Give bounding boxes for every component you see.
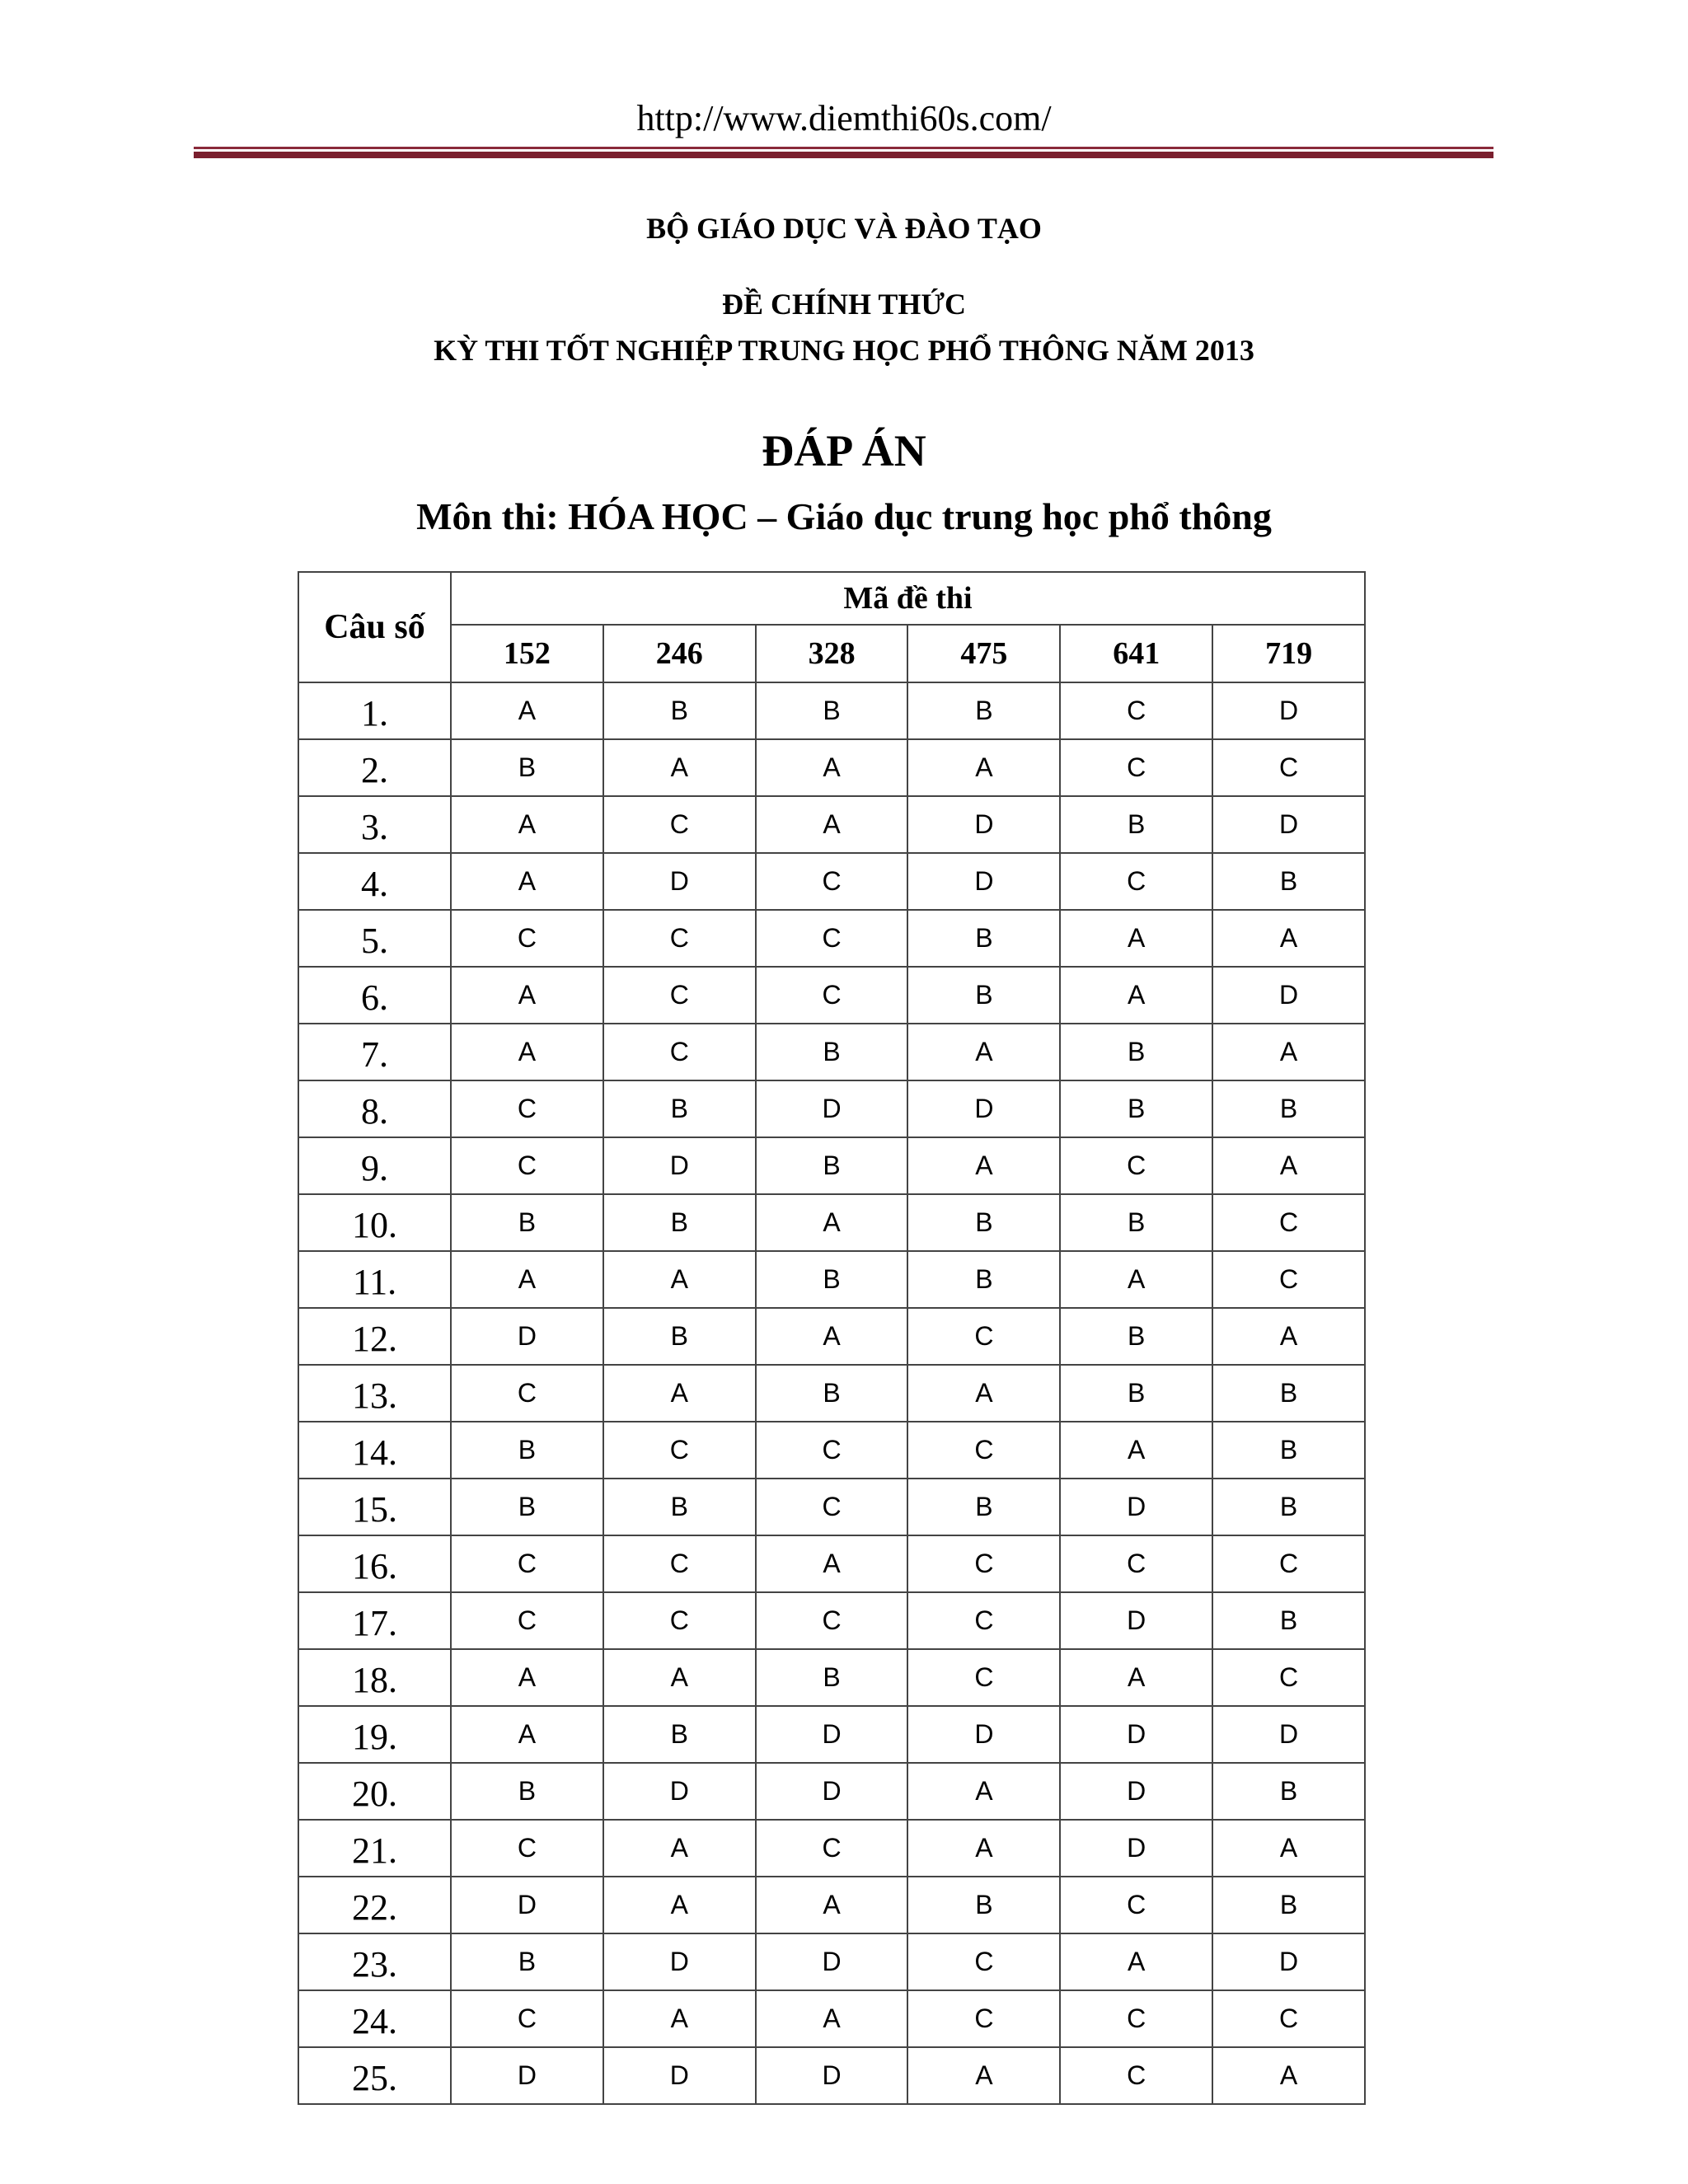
answer-cell: A	[603, 1365, 756, 1422]
table-row	[298, 796, 1365, 853]
answer-table	[298, 571, 1366, 2105]
answer-cell: A	[603, 1251, 756, 1308]
answer-cell: D	[603, 1933, 756, 1990]
answer-cell: C	[603, 1592, 756, 1649]
answer-cell: A	[756, 1194, 908, 1251]
answer-cell: A	[907, 1024, 1060, 1080]
answer-cell: B	[1060, 1365, 1212, 1422]
answer-cell: C	[907, 1933, 1060, 1990]
answer-cell: B	[1212, 853, 1365, 910]
answer-cell: D	[756, 1706, 908, 1763]
answer-cell: D	[756, 1080, 908, 1137]
table-row	[298, 1933, 1365, 1990]
answer-cell: B	[451, 1763, 603, 1820]
answer-cell: A	[1212, 1024, 1365, 1080]
question-number: 6.	[298, 967, 451, 1024]
exam-code-0: 152	[451, 625, 603, 682]
answer-cell: D	[1212, 967, 1365, 1024]
answer-cell: C	[907, 1535, 1060, 1592]
question-number: 1.	[298, 682, 451, 739]
answer-cell: C	[1060, 1535, 1212, 1592]
answer-cell: B	[756, 1024, 908, 1080]
table-row	[298, 1535, 1365, 1592]
exam-code-2: 328	[756, 625, 908, 682]
answer-cell: D	[907, 796, 1060, 853]
answer-cell: C	[1212, 1251, 1365, 1308]
table-row	[298, 1706, 1365, 1763]
question-number: 21.	[298, 1820, 451, 1877]
answer-cell: C	[603, 1024, 756, 1080]
question-number: 24.	[298, 1990, 451, 2047]
table-row	[298, 1592, 1365, 1649]
answer-cell: B	[451, 1933, 603, 1990]
answer-cell: B	[756, 1649, 908, 1706]
answer-cell: C	[907, 1649, 1060, 1706]
question-number: 15.	[298, 1479, 451, 1535]
answer-cell: B	[451, 1194, 603, 1251]
answer-cell: D	[451, 1877, 603, 1933]
table-row	[298, 967, 1365, 1024]
answer-cell: B	[603, 1308, 756, 1365]
answer-cell: C	[1060, 1990, 1212, 2047]
question-number: 11.	[298, 1251, 451, 1308]
answer-cell: A	[907, 739, 1060, 796]
exam-title: KỲ THI TỐT NGHIỆP TRUNG HỌC PHỔ THÔNG NĂM 2013	[434, 334, 1254, 367]
answer-cell: A	[451, 1649, 603, 1706]
answer-cell: C	[1060, 2047, 1212, 2104]
question-number: 23.	[298, 1933, 451, 1990]
answer-cell: A	[756, 739, 908, 796]
question-number: 19.	[298, 1706, 451, 1763]
question-number: 25.	[298, 2047, 451, 2104]
answer-cell: C	[603, 1422, 756, 1479]
answer-cell: D	[1212, 796, 1365, 853]
answer-cell: A	[603, 1990, 756, 2047]
answer-cell: D	[603, 1763, 756, 1820]
answer-cell: C	[1060, 1137, 1212, 1194]
exam-code-5: 719	[1212, 625, 1365, 682]
table-row	[298, 2047, 1365, 2104]
answer-cell: A	[451, 682, 603, 739]
answer-cell: A	[756, 1308, 908, 1365]
table-row	[298, 1194, 1365, 1251]
answer-cell: C	[603, 796, 756, 853]
answer-cell: C	[1212, 1194, 1365, 1251]
question-number: 13.	[298, 1365, 451, 1422]
answer-cell: B	[1060, 796, 1212, 853]
question-number: 9.	[298, 1137, 451, 1194]
answer-cell: B	[603, 1194, 756, 1251]
table-row	[298, 739, 1365, 796]
answer-cell: B	[756, 1251, 908, 1308]
table-row	[298, 1308, 1365, 1365]
answer-cell: D	[1212, 682, 1365, 739]
question-number: 7.	[298, 1024, 451, 1080]
page-title: ĐÁP ÁN	[762, 426, 926, 476]
answer-cell: A	[1060, 910, 1212, 967]
answer-cell: C	[1060, 682, 1212, 739]
answer-cell: C	[451, 1137, 603, 1194]
answer-cell: C	[756, 1479, 908, 1535]
official-label: ĐỀ CHÍNH THỨC	[721, 288, 967, 321]
answer-cell: B	[756, 1365, 908, 1422]
answer-cell: B	[1060, 1194, 1212, 1251]
answer-cell: C	[451, 1365, 603, 1422]
exam-code-1: 246	[603, 625, 756, 682]
answer-cell: B	[1212, 1763, 1365, 1820]
question-number: 18.	[298, 1649, 451, 1706]
answer-cell: A	[1060, 1251, 1212, 1308]
answer-cell: C	[907, 1592, 1060, 1649]
answer-cell: B	[603, 1706, 756, 1763]
answer-cell: A	[756, 796, 908, 853]
answer-cell: A	[1060, 1649, 1212, 1706]
exam-code-3: 475	[907, 625, 1060, 682]
answer-cell: B	[907, 682, 1060, 739]
answer-cell: A	[1212, 1820, 1365, 1877]
answer-cell: D	[1060, 1479, 1212, 1535]
answer-cell: B	[451, 739, 603, 796]
answer-cell: B	[603, 682, 756, 739]
table-row	[298, 1649, 1365, 1706]
table-row	[298, 1251, 1365, 1308]
question-number: 3.	[298, 796, 451, 853]
question-number: 10.	[298, 1194, 451, 1251]
question-number: 20.	[298, 1763, 451, 1820]
answer-cell: D	[907, 1080, 1060, 1137]
answer-cell: C	[451, 1820, 603, 1877]
answer-cell: A	[451, 967, 603, 1024]
answer-cell: B	[1212, 1592, 1365, 1649]
question-number: 5.	[298, 910, 451, 967]
question-number: 22.	[298, 1877, 451, 1933]
answer-cell: A	[907, 1365, 1060, 1422]
answer-cell: B	[1212, 1080, 1365, 1137]
answer-cell: D	[756, 2047, 908, 2104]
answer-cell: C	[907, 1308, 1060, 1365]
answer-cell: D	[907, 853, 1060, 910]
question-number: 8.	[298, 1080, 451, 1137]
question-number: 4.	[298, 853, 451, 910]
table-row	[298, 1763, 1365, 1820]
table-row	[298, 1024, 1365, 1080]
table-row	[298, 1820, 1365, 1877]
question-number: 17.	[298, 1592, 451, 1649]
answer-cell: B	[907, 1479, 1060, 1535]
answer-cell: C	[603, 910, 756, 967]
header-rule-thin	[194, 147, 1493, 149]
answer-cell: C	[451, 910, 603, 967]
answer-cell: D	[603, 2047, 756, 2104]
answer-cell: C	[756, 1820, 908, 1877]
answer-cell: A	[1060, 1933, 1212, 1990]
answer-cell: A	[1060, 1422, 1212, 1479]
answer-cell: A	[907, 1137, 1060, 1194]
answer-cell: A	[451, 1706, 603, 1763]
table-row	[298, 853, 1365, 910]
subject-title: Môn thi: HÓA HỌC – Giáo dục trung học phổ thông	[416, 495, 1272, 537]
answer-cell: A	[1212, 2047, 1365, 2104]
answer-cell: C	[451, 1592, 603, 1649]
table-row	[298, 1990, 1365, 2047]
answer-cell: B	[907, 1194, 1060, 1251]
answer-cell: C	[756, 853, 908, 910]
answer-cell: C	[1060, 853, 1212, 910]
ministry-heading: BỘ GIÁO DỤC VÀ ĐÀO TẠO	[646, 212, 1042, 245]
answer-cell: C	[1212, 1990, 1365, 2047]
answer-cell: C	[1212, 1535, 1365, 1592]
answer-cell: D	[1212, 1933, 1365, 1990]
answer-cell: D	[451, 1308, 603, 1365]
answer-cell: B	[907, 1251, 1060, 1308]
answer-cell: C	[756, 1592, 908, 1649]
table-row	[298, 1080, 1365, 1137]
answer-cell: A	[603, 739, 756, 796]
answer-cell: C	[451, 1990, 603, 2047]
answer-cell: C	[1212, 739, 1365, 796]
answer-cell: B	[451, 1479, 603, 1535]
answer-cell: A	[1212, 1308, 1365, 1365]
answer-cell: B	[1212, 1479, 1365, 1535]
answer-cell: C	[756, 1422, 908, 1479]
answer-cell: D	[756, 1933, 908, 1990]
answer-cell: D	[1060, 1592, 1212, 1649]
answer-cell: A	[756, 1990, 908, 2047]
answer-cell: B	[756, 1137, 908, 1194]
answer-cell: D	[1060, 1706, 1212, 1763]
table-row	[298, 1365, 1365, 1422]
answer-cell: C	[451, 1080, 603, 1137]
answer-cell: B	[1060, 1308, 1212, 1365]
answer-cell: C	[1060, 739, 1212, 796]
answer-cell: C	[603, 967, 756, 1024]
answer-cell: C	[603, 1535, 756, 1592]
answer-cell: D	[603, 1137, 756, 1194]
answer-cell: B	[1212, 1365, 1365, 1422]
question-number: 12.	[298, 1308, 451, 1365]
answer-cell: D	[1060, 1763, 1212, 1820]
answer-cell: A	[451, 1251, 603, 1308]
exam-code-header: Mã đề thi	[451, 572, 1365, 625]
answer-cell: C	[756, 967, 908, 1024]
answer-cell: C	[1060, 1877, 1212, 1933]
table-row	[298, 682, 1365, 739]
answer-cell: D	[1212, 1706, 1365, 1763]
table-row	[298, 1877, 1365, 1933]
answer-cell: A	[451, 1024, 603, 1080]
question-number-header: Câu số	[298, 572, 451, 682]
answer-cell: B	[1212, 1877, 1365, 1933]
question-number: 14.	[298, 1422, 451, 1479]
answer-cell: A	[756, 1877, 908, 1933]
answer-cell: B	[907, 1877, 1060, 1933]
table-row	[298, 910, 1365, 967]
header-url: http://www.diemthi60s.com/	[636, 98, 1052, 138]
answer-cell: D	[756, 1763, 908, 1820]
table-row	[298, 1479, 1365, 1535]
table-row	[298, 1422, 1365, 1479]
answer-cell: A	[603, 1820, 756, 1877]
answer-cell: C	[907, 1422, 1060, 1479]
answer-cell: A	[451, 796, 603, 853]
answer-cell: A	[451, 853, 603, 910]
answer-cell: B	[907, 910, 1060, 967]
answer-cell: C	[756, 910, 908, 967]
answer-cell: C	[451, 1535, 603, 1592]
header-rule-thick	[194, 152, 1493, 158]
answer-cell: D	[451, 2047, 603, 2104]
answer-cell: B	[1060, 1024, 1212, 1080]
answer-cell: C	[1212, 1649, 1365, 1706]
answer-cell: A	[907, 1763, 1060, 1820]
answer-cell: D	[907, 1706, 1060, 1763]
answer-cell: B	[907, 967, 1060, 1024]
answer-cell: A	[907, 2047, 1060, 2104]
answer-cell: A	[603, 1877, 756, 1933]
question-number: 2.	[298, 739, 451, 796]
answer-cell: A	[1060, 967, 1212, 1024]
answer-cell: B	[1212, 1422, 1365, 1479]
exam-code-4: 641	[1060, 625, 1212, 682]
answer-cell: B	[756, 682, 908, 739]
answer-cell: B	[1060, 1080, 1212, 1137]
answer-cell: B	[603, 1479, 756, 1535]
answer-cell: B	[451, 1422, 603, 1479]
answer-cell: A	[603, 1649, 756, 1706]
answer-cell: D	[1060, 1820, 1212, 1877]
question-number: 16.	[298, 1535, 451, 1592]
answer-cell: A	[756, 1535, 908, 1592]
answer-cell: D	[603, 853, 756, 910]
answer-cell: A	[1212, 1137, 1365, 1194]
answer-cell: A	[1212, 910, 1365, 967]
answer-cell: C	[907, 1990, 1060, 2047]
answer-cell: A	[907, 1820, 1060, 1877]
table-row	[298, 1137, 1365, 1194]
answer-cell: B	[603, 1080, 756, 1137]
